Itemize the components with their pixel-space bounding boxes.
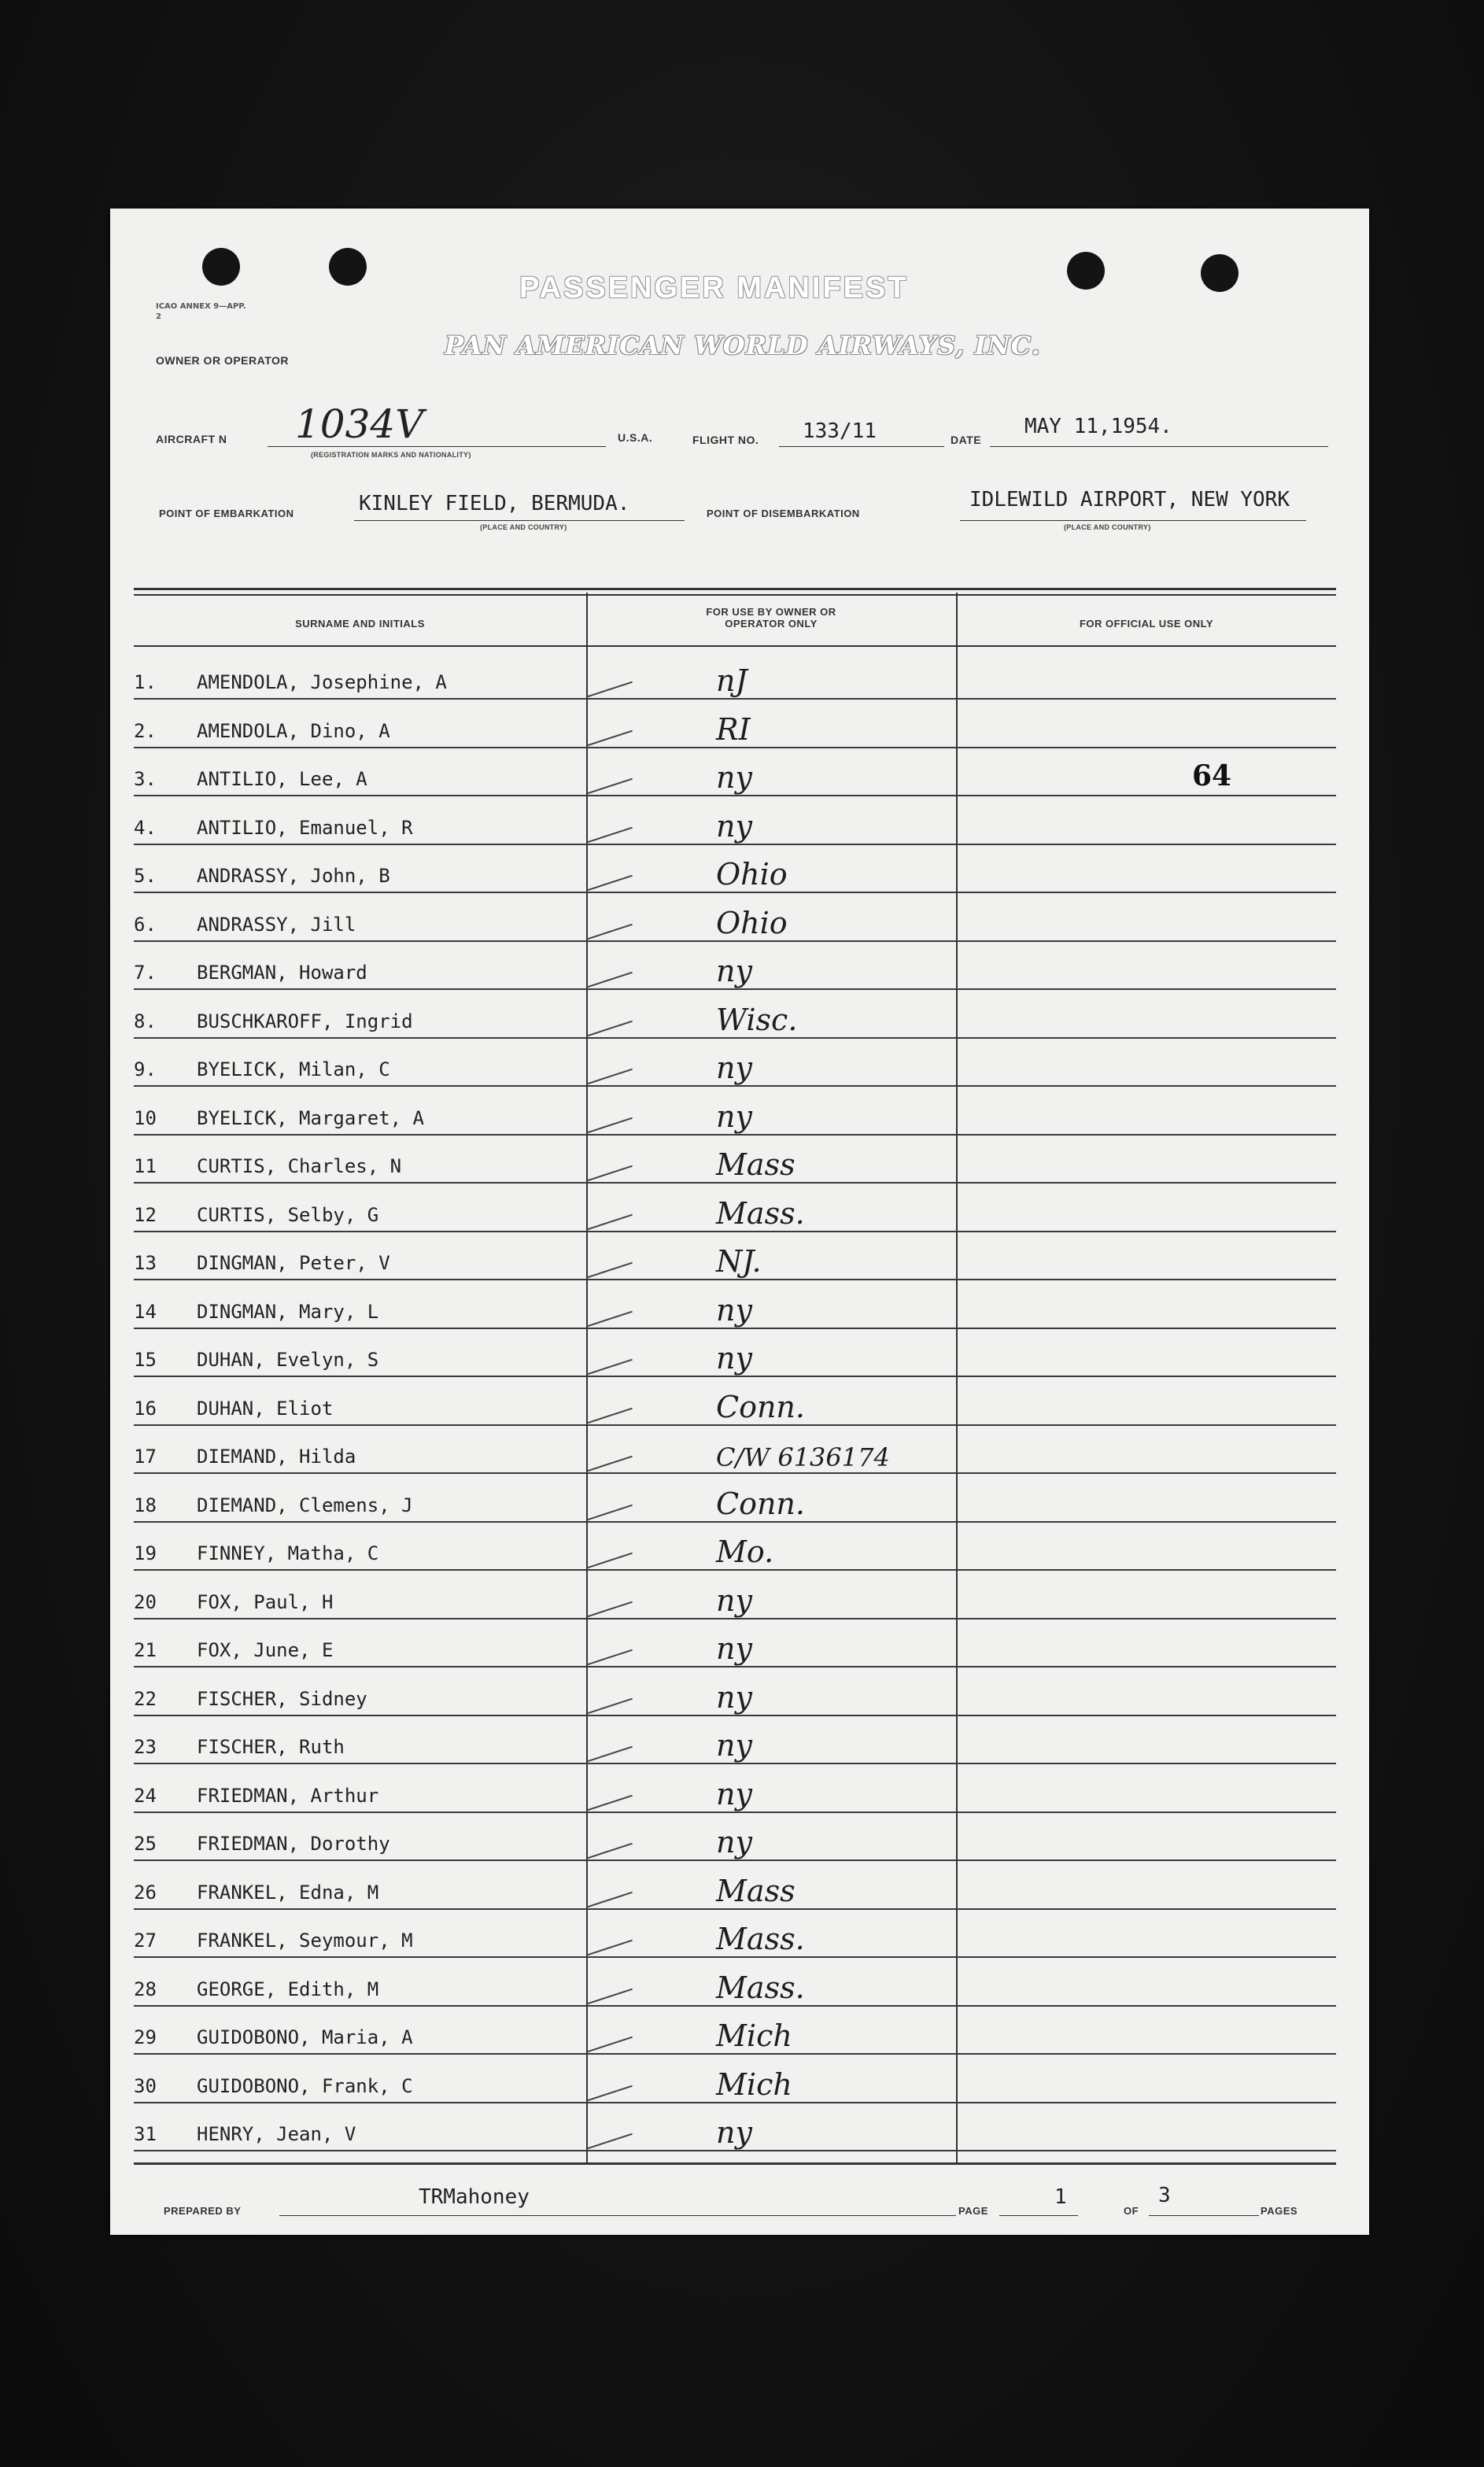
aircraft-value: 1034V [295,401,424,447]
passenger-name: FISCHER, Ruth [197,1736,345,1758]
passenger-name: GUIDOBONO, Maria, A [197,2026,413,2048]
row-number: 31 [134,2123,157,2145]
embark-label: POINT OF EMBARKATION [159,508,294,519]
passenger-name: GEORGE, Edith, M [197,1978,379,2000]
column-header-owner: FOR USE BY OWNER OR OPERATOR ONLY [706,606,836,630]
row-number: 13 [134,1252,157,1274]
passenger-name: CURTIS, Selby, G [197,1203,379,1226]
row-number: 27 [134,1930,157,1952]
row-number: 12 [134,1203,157,1226]
page-underline [999,2215,1078,2216]
table-row [134,1812,1336,1861]
table-row [134,1861,1336,1910]
check-mark [587,778,633,794]
row-number: 16 [134,1397,157,1420]
passenger-name: ANDRASSY, John, B [197,865,390,887]
passenger-name: FOX, June, E [197,1639,334,1661]
passenger-name: FRIEDMAN, Arthur [197,1784,379,1807]
row-number: 26 [134,1881,157,1904]
table-row [134,1909,1336,1958]
row-number: 21 [134,1639,157,1661]
passenger-name: DUHAN, Evelyn, S [197,1349,379,1371]
row-number: 17 [134,1446,157,1468]
table-row [134,941,1336,990]
row-number: 3. [134,768,157,790]
passenger-state: Wisc. [716,1002,798,1037]
aircraft-sub: (REGISTRATION MARKS AND NATIONALITY) [311,451,471,459]
passenger-name: BERGMAN, Howard [197,962,367,984]
row-number: 1. [134,671,157,693]
date-underline [990,446,1328,447]
table-bottom-rule [134,2162,1336,2165]
table-row [134,1328,1336,1377]
passenger-state: Mass [716,1147,796,1182]
check-mark [587,2037,633,2052]
row-number: 18 [134,1494,157,1516]
passenger-state: Ohio [716,857,788,892]
prepared-label: PREPARED BY [164,2205,242,2217]
date-value: MAY 11,1954. [1024,415,1172,438]
row-number: 10 [134,1106,157,1129]
passenger-state: ny [716,1776,752,1811]
check-mark [587,1649,633,1665]
table-row [134,1232,1336,1280]
table-top-rule [134,588,1336,590]
passenger-state: ny [716,1825,752,1859]
passenger-state: Mass. [716,1922,805,1956]
passenger-state: Mich [716,2066,792,2102]
table-row [134,844,1336,893]
row-number: 8. [134,1010,157,1032]
check-mark [587,1020,633,1036]
passenger-state: ny [716,1292,752,1328]
passenger-state: C/W 6136174 [716,1442,890,1472]
row-number: 14 [134,1300,157,1323]
table-row [134,1377,1336,1426]
embark-value: KINLEY FIELD, BERMUDA. [359,492,630,515]
flight-underline [779,446,944,447]
row-number: 4. [134,816,157,839]
row-number: 29 [134,2026,157,2048]
passenger-name: GUIDOBONO, Frank, C [197,2074,413,2097]
passenger-name: FRANKEL, Edna, M [197,1881,379,1904]
punch-hole [202,248,240,286]
official-mark: 64 [1192,759,1232,792]
column-header-surname: SURNAME AND INITIALS [295,618,425,630]
owner-label: OWNER OR OPERATOR [156,354,289,367]
check-mark [587,923,633,939]
passenger-state: Mich [716,2018,792,2053]
passenger-state: ny [716,1099,752,1134]
passenger-name: DUHAN, Eliot [197,1397,334,1420]
check-mark [587,1117,633,1132]
of-underline [1149,2215,1259,2216]
check-mark [587,1891,633,1907]
table-row [134,1619,1336,1667]
passenger-state: nJ [716,663,748,698]
table-row [134,1474,1336,1523]
flight-label: FLIGHT NO. [692,434,759,446]
passenger-state: ny [716,1728,752,1763]
aircraft-label: AIRCRAFT N [156,433,227,445]
row-number: 22 [134,1687,157,1710]
passenger-name: DINGMAN, Peter, V [197,1252,390,1274]
row-number: 19 [134,1542,157,1564]
check-mark [587,875,633,891]
row-number: 28 [134,1978,157,2000]
table-row [134,1715,1336,1764]
table-row [134,651,1336,700]
row-number: 7. [134,962,157,984]
check-mark [587,1988,633,2004]
column-header-official: FOR OFFICIAL USE ONLY [1079,618,1214,630]
passenger-state: ny [716,1051,752,1085]
check-mark [587,1697,633,1713]
check-mark [587,972,633,988]
embark-sub: (PLACE AND COUNTRY) [480,523,567,531]
check-mark [587,1746,633,1762]
passenger-state: ny [716,1631,752,1666]
of-value: 3 [1158,2184,1171,2207]
disembark-underline [960,520,1306,521]
passenger-name: CURTIS, Charles, N [197,1155,402,1177]
table-row [134,1280,1336,1329]
table-row [134,2103,1336,2151]
row-number: 6. [134,913,157,936]
check-mark [587,1310,633,1326]
row-rule [134,2150,1336,2151]
passenger-name: ANTILIO, Lee, A [197,768,367,790]
passenger-name: AMENDOLA, Josephine, A [197,671,447,693]
row-number: 5. [134,865,157,887]
row-number: 2. [134,719,157,742]
passenger-name: BYELICK, Margaret, A [197,1106,424,1129]
row-number: 15 [134,1349,157,1371]
table-row [134,990,1336,1039]
row-number: 30 [134,2074,157,2097]
row-number: 20 [134,1590,157,1613]
check-mark [587,1794,633,1810]
row-number: 24 [134,1784,157,1807]
table-row [134,1184,1336,1232]
table-row [134,1087,1336,1136]
date-label: DATE [951,434,982,446]
passenger-name: FOX, Paul, H [197,1590,334,1613]
check-mark [587,1553,633,1568]
check-mark [587,1843,633,1859]
table-row [134,1958,1336,2007]
passenger-state: Ohio [716,905,788,940]
passenger-state: ny [716,1341,752,1376]
passenger-name: FRIEDMAN, Dorothy [197,1833,390,1855]
check-mark [587,1456,633,1472]
passenger-name: FINNEY, Matha, C [197,1542,379,1564]
passenger-state: NJ. [716,1244,762,1279]
table-row [134,700,1336,748]
table-row [134,893,1336,942]
passenger-state: ny [716,1582,752,1618]
check-mark [587,2133,633,2149]
passenger-state: ny [716,1679,752,1715]
punch-hole [329,248,367,286]
passenger-name: DIEMAND, Clemens, J [197,1494,413,1516]
table-top-rule-2 [134,594,1336,596]
disembark-sub: (PLACE AND COUNTRY) [1064,523,1151,531]
page-label: PAGE [958,2205,988,2217]
passenger-state: ny [716,954,752,988]
table-row [134,1135,1336,1184]
check-mark [587,1504,633,1520]
check-mark [587,681,633,697]
passenger-state: Mass. [716,1970,805,2005]
check-mark [587,826,633,842]
passenger-name: BUSCHKAROFF, Ingrid [197,1010,413,1032]
passenger-state: ny [716,760,752,795]
prepared-underline [279,2215,956,2216]
punch-hole [1201,254,1239,292]
row-number: 9. [134,1058,157,1080]
operator-name: PAN AMERICAN WORLD AIRWAYS, INC. [445,331,1041,360]
passenger-state: ny [716,2115,752,2150]
of-label: OF [1124,2205,1139,2217]
flight-value: 133/11 [803,419,877,443]
table-row [134,1764,1336,1813]
passenger-state: Conn. [716,1389,805,1424]
passenger-name: FRANKEL, Seymour, M [197,1930,413,1952]
table-row [134,1038,1336,1087]
passenger-state: ny [716,808,752,844]
table-row [134,2055,1336,2103]
check-mark [587,1213,633,1229]
passenger-state: Conn. [716,1486,805,1521]
row-number: 11 [134,1155,157,1177]
table-row [134,796,1336,845]
passenger-name: BYELICK, Milan, C [197,1058,390,1080]
table-row [134,1667,1336,1716]
check-mark [587,1069,633,1084]
check-mark [587,1407,633,1423]
passenger-name: HENRY, Jean, V [197,2123,356,2145]
embark-underline [354,520,685,521]
check-mark [587,1262,633,1278]
prepared-value: TRMahoney [419,2185,530,2209]
check-mark [587,1165,633,1181]
passenger-name: AMENDOLA, Dino, A [197,719,390,742]
form-stamp: ICAO ANNEX 9—APP. 2 [156,302,246,321]
row-number: 23 [134,1736,157,1758]
passenger-name: ANDRASSY, Jill [197,913,356,936]
check-mark [587,1940,633,1956]
table-row [134,1522,1336,1571]
table-header-rule [134,645,1336,647]
passenger-state: Mass [716,1873,796,1908]
table-row [134,1425,1336,1474]
disembark-value: IDLEWILD AIRPORT, NEW YORK [969,488,1290,511]
page-value: 1 [1054,2185,1067,2209]
table-row [134,748,1336,796]
passenger-name: DIEMAND, Hilda [197,1446,356,1468]
passenger-name: DINGMAN, Mary, L [197,1300,379,1323]
check-mark [587,1601,633,1616]
row-number: 25 [134,1833,157,1855]
table-row [134,2006,1336,2055]
passenger-name: FISCHER, Sidney [197,1687,367,1710]
passenger-state: Mass. [716,1195,805,1231]
punch-hole [1067,252,1105,290]
passenger-state: RI [716,711,751,747]
table-row [134,1571,1336,1619]
passenger-name: ANTILIO, Emanuel, R [197,816,413,839]
check-mark [587,2085,633,2100]
passenger-state: Mo. [716,1534,774,1569]
form-title: PASSENGER MANIFEST [519,271,909,305]
country-label: U.S.A. [618,431,653,444]
pages-label: PAGES [1261,2205,1298,2217]
manifest-sheet [110,209,1369,2235]
check-mark [587,729,633,745]
disembark-label: POINT OF DISEMBARKATION [707,508,860,519]
check-mark [587,1359,633,1375]
